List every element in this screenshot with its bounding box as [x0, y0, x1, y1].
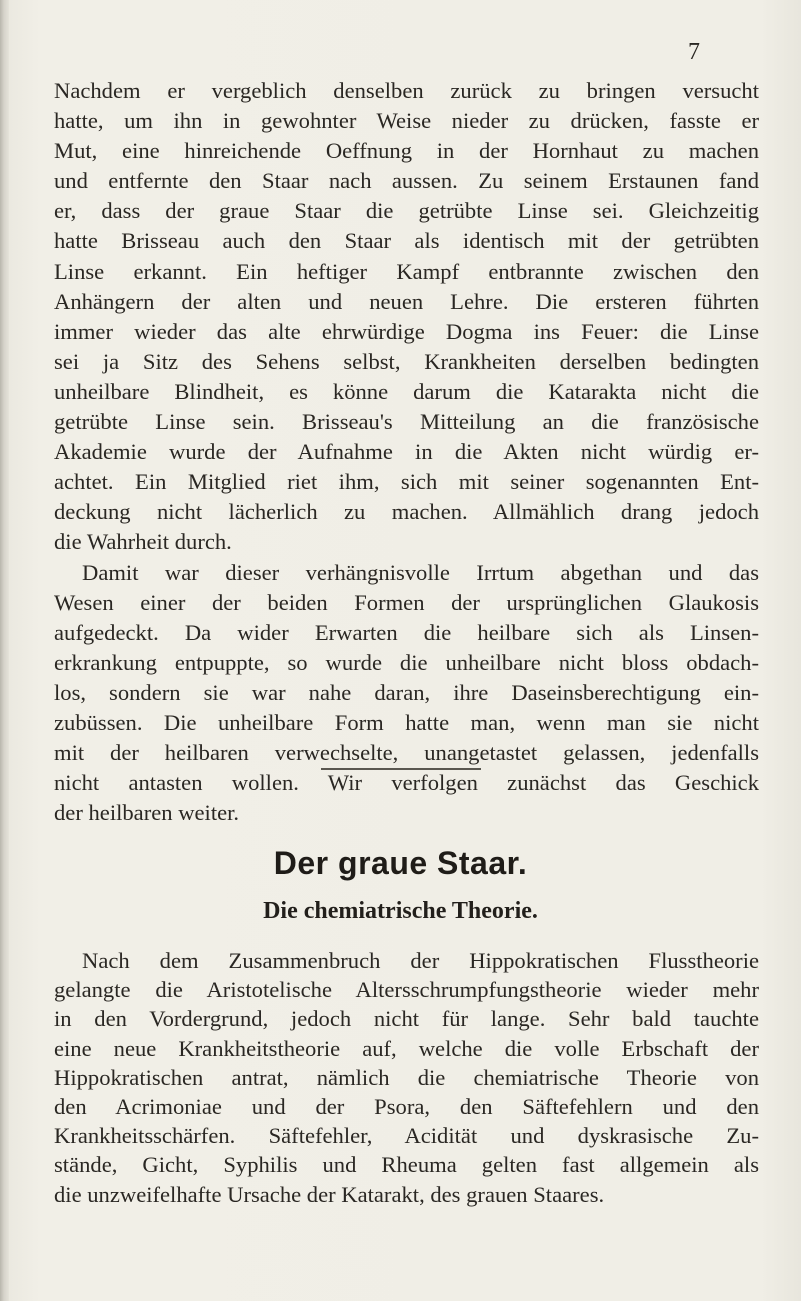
text-line: erkrankung entpuppte, so wurde die unheilbare nicht bloss obdach- [54, 649, 759, 675]
text-line: unheilbare Blindheit, es könne darum die Katarakta nicht die [54, 378, 759, 404]
text-line: die Wahrheit durch. [54, 529, 232, 555]
text-line: deckung nicht lächerlich zu machen. Allmählich drang jedoch [54, 499, 759, 525]
text-line: getrübte Linse sein. Brisseau's Mitteilung an die französische [54, 409, 759, 435]
text-line: in den Vordergrund, jedoch nicht für lange. Sehr bald tauchte [54, 1006, 759, 1032]
text-line: stände, Gicht, Syphilis und Rheuma gelten fast allgemein als [54, 1152, 759, 1178]
body-text-lower [54, 946, 759, 1209]
page-number: 7 [688, 39, 700, 65]
text-line: nicht antasten wollen. Wir verfolgen zunächst das Geschick [54, 770, 759, 796]
text-line: und entfernte den Staar nach aussen. Zu seinem Erstaunen fand [54, 168, 759, 194]
body-text-upper [54, 76, 759, 828]
section-heading: Der graue Staar. [273, 845, 528, 881]
text-line: die unzweifelhafte Ursache der Katarakt, des grauen Staares. [54, 1181, 605, 1207]
page-binding-edge [0, 0, 9, 1301]
text-line: Wesen einer der beiden Formen der ursprünglichen Glaukosis [54, 589, 759, 615]
text-line: Linse erkannt. Ein heftiger Kampf entbrannte zwischen den [54, 258, 759, 284]
text-line: hatte, um ihn in gewohnter Weise nieder zu drücken, fasste er [54, 108, 759, 134]
text-line: Hippokratischen antrat, nämlich die chemiatrische Theorie von [54, 1064, 759, 1090]
section-divider [321, 768, 481, 770]
text-line: Akademie wurde der Aufnahme in die Akten nicht würdig er- [54, 439, 759, 465]
text-line: den Acrimoniae und der Psora, den Säftefehlern und den [54, 1094, 759, 1120]
text-line: los, sondern sie war nahe daran, ihre Daseinsberechtigung ein- [54, 679, 759, 705]
text-line: Mut, eine hinreichende Oeffnung in der Hornhaut zu machen [54, 138, 759, 164]
text-line: der heilbaren weiter. [54, 800, 240, 826]
text-line: mit der heilbaren verwechselte, unangetastet gelassen, jedenfalls [54, 740, 759, 766]
text-line: zubüssen. Die unheilbare Form hatte man, wenn man sie nicht [54, 709, 759, 735]
section-subheading: Die chemiatrische Theorie. [263, 898, 538, 924]
text-line: Krankheitsschärfen. Säftefehler, Acidität und dyskrasische Zu- [54, 1123, 759, 1149]
text-line: Anhängern der alten und neuen Lehre. Die ersteren führten [54, 288, 759, 314]
text-line: hatte Brisseau auch den Staar als identisch mit der getrübten [54, 228, 759, 254]
text-line: Nachdem er vergeblich denselben zurück zu bringen versucht [54, 78, 759, 103]
text-line: achtet. Ein Mitglied riet ihm, sich mit seiner sogenannten Ent- [54, 469, 759, 495]
text-line: aufgedeckt. Da wider Erwarten die heilbare sich als Linsen- [54, 619, 759, 645]
text-line: sei ja Sitz des Sehens selbst, Krankheiten derselben bedingten [54, 348, 759, 374]
text-line: immer wieder das alte ehrwürdige Dogma ins Feuer: die Linse [54, 318, 759, 344]
text-line: er, dass der graue Staar die getrübte Linse sei. Gleichzeitig [54, 198, 759, 224]
text-line: Nach dem Zusammenbruch der Hippokratischen Flusstheorie [82, 948, 759, 973]
text-line: eine neue Krankheitstheorie auf, welche die volle Erbschaft der [54, 1035, 759, 1061]
text-line: gelangte die Aristotelische Altersschrumpfungstheorie wieder mehr [54, 977, 759, 1003]
text-line: Damit war dieser verhängnisvolle Irrtum abgethan und das [82, 559, 759, 585]
